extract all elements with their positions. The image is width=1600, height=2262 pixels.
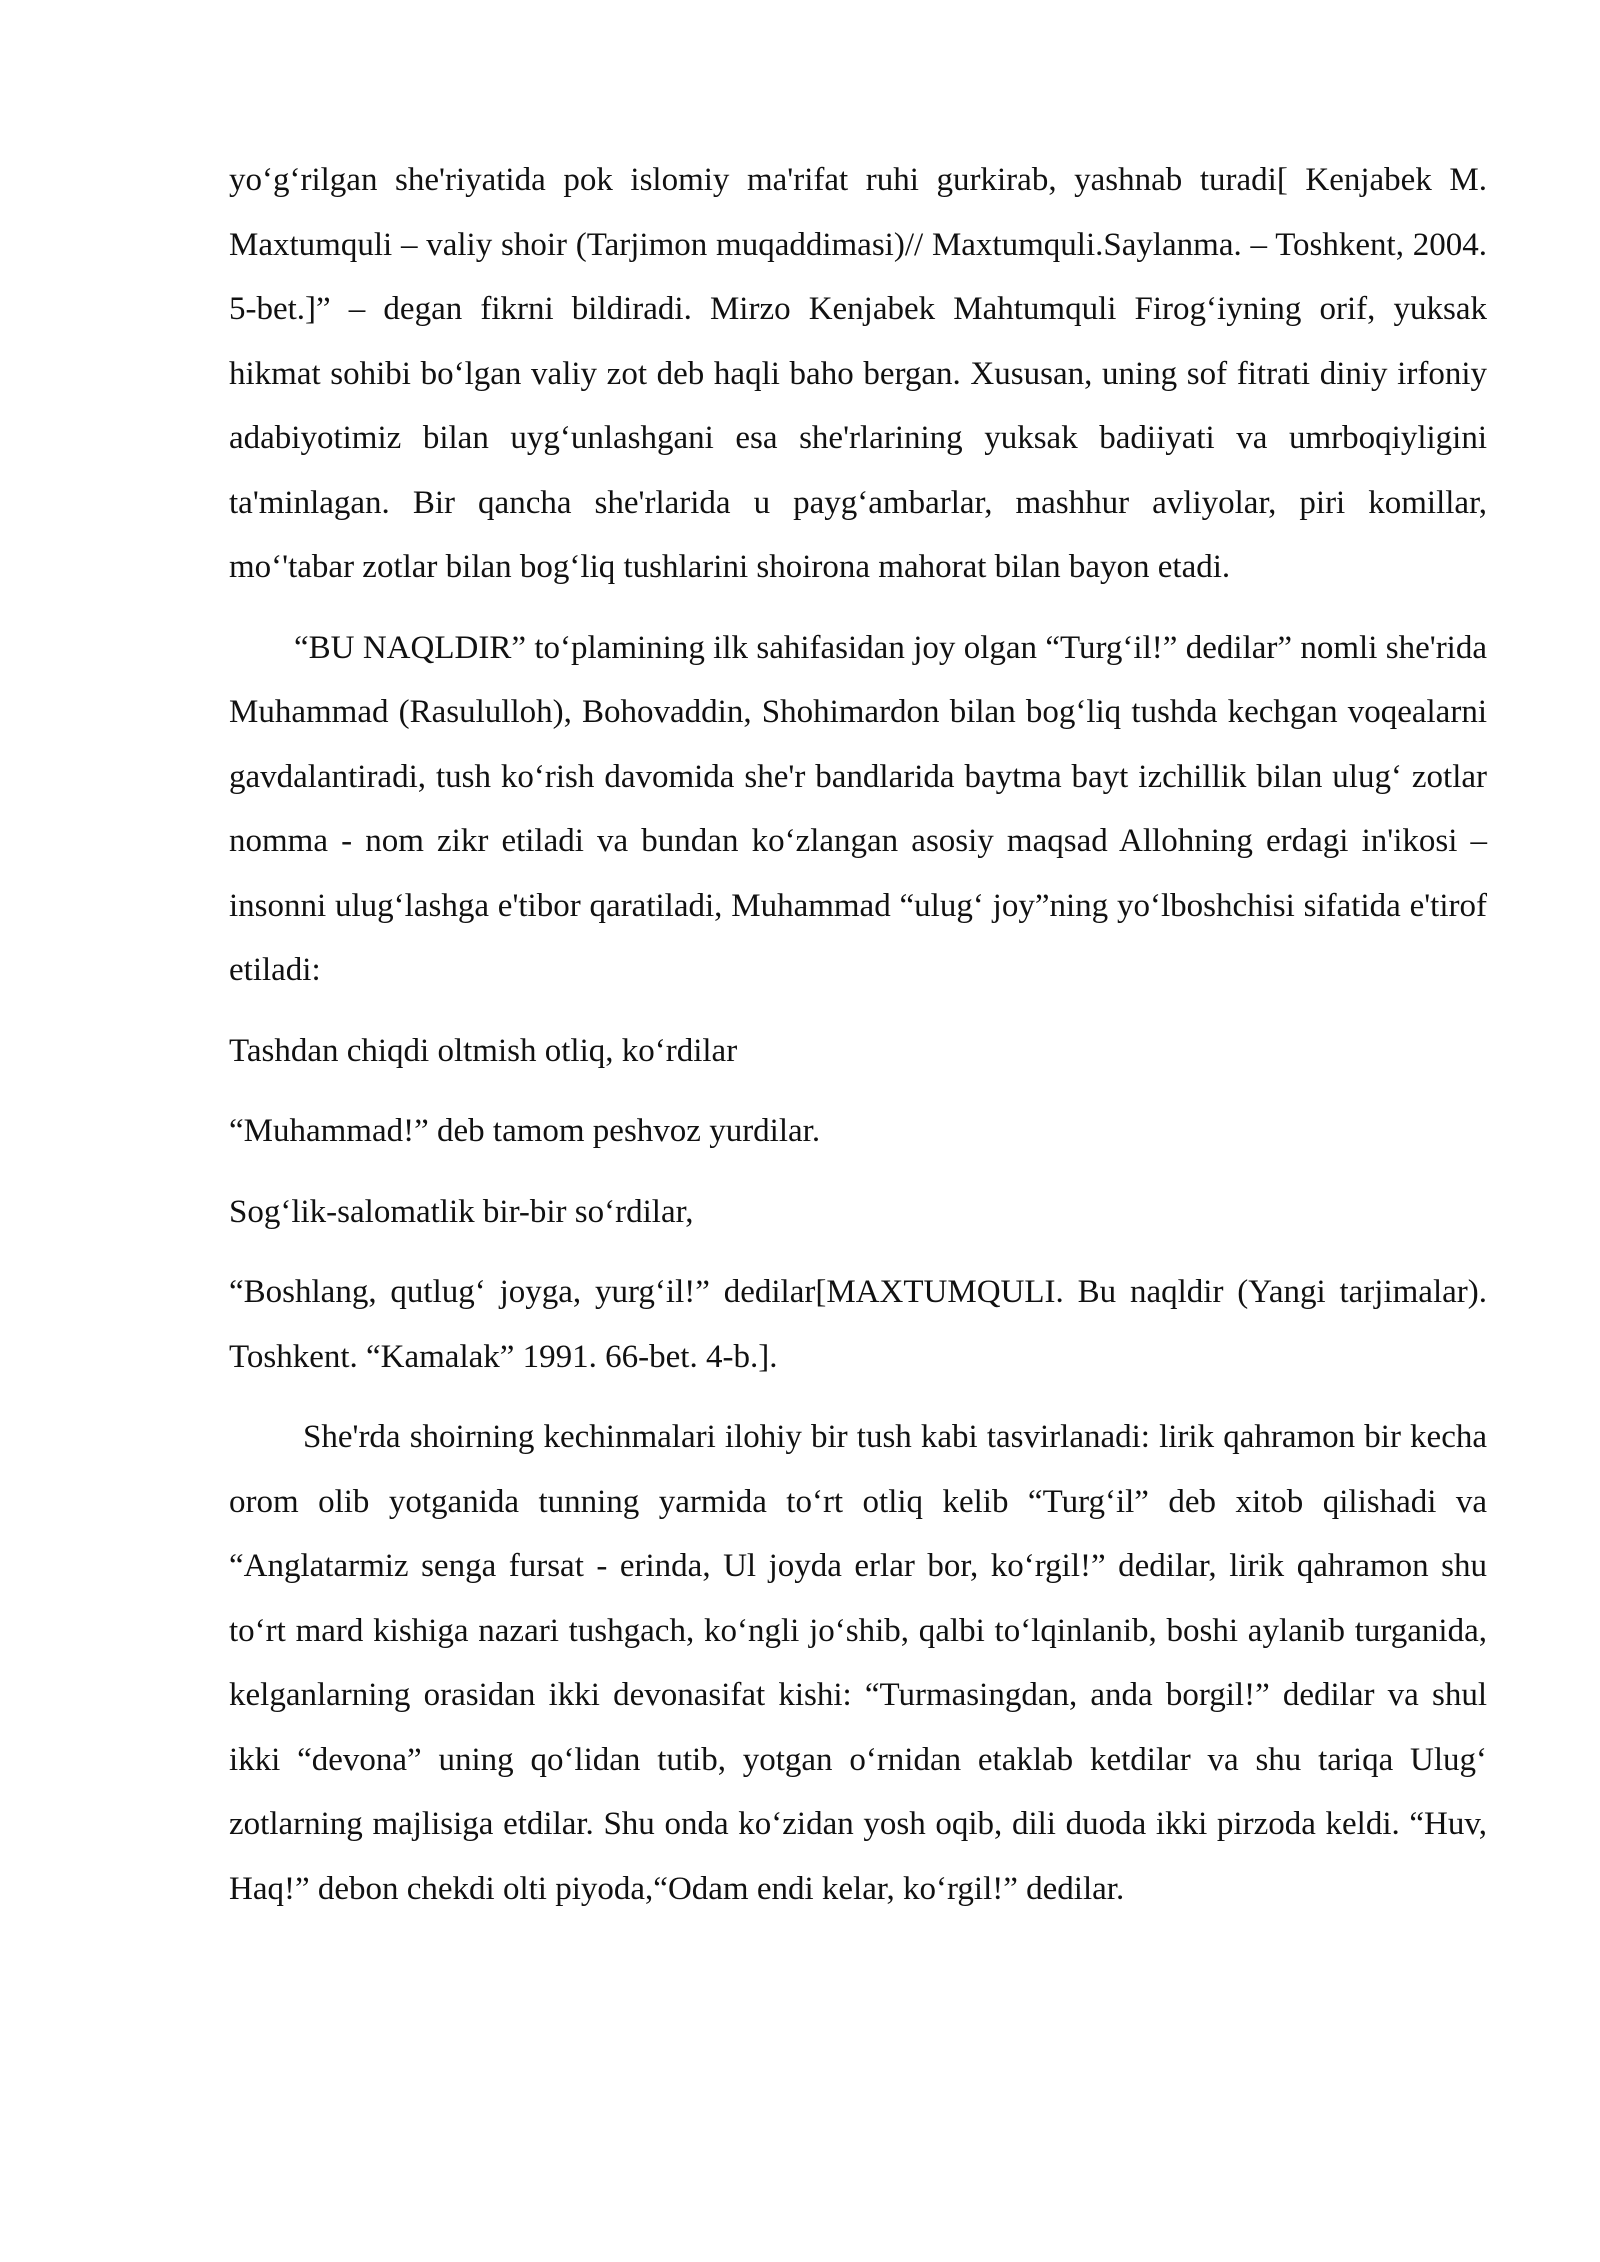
verse-line: Tashdan chiqdi oltmish otliq, ko‘rdilar <box>229 1032 738 1069</box>
paragraph-bu-naqldir: “BU NAQLDIR” to‘plamining ilk sahifasidan joy olgan “Turg‘il!” dedilar” nomli she'rida Muhammad (Rasululloh), Bohovaddin, Shohimardon bilan bog‘liq tushda kechgan voqealarni gavdalantiradi, tush ko‘rish davomida she'r bandlarida baytma bayt izchillik bilan ulug‘ zotlar nomma - nom zikr etiladi va bundan ko‘zlangan asosiy maqsad Allohning erdagi in'ikosi – insonni ulug‘lashga e'tibor qaratiladi, Muhammad “ulug‘ joy”ning yo‘lboshchisi sifatida e'tirof etiladi: <box>229 629 1487 988</box>
document-body <box>229 148 1487 1921</box>
verse-line-with-citation: “Boshlang, qutlug‘ joyga, yurg‘il!” dedilar[MAXTUMQULI. Bu naqldir (Yangi tarjimalar). Toshkent. “Kamalak” 1991. 66-bet. 4-b.]. <box>229 1274 1487 1375</box>
verse-line: “Muhammad!” deb tamom peshvoz yurdilar. <box>229 1113 821 1149</box>
verse-block <box>229 1019 1487 1390</box>
paragraph-opening: yo‘g‘rilgan she'riyatida pok islomiy ma'rifat ruhi gurkirab, yashnab turadi[ Kenjabek M. Maxtumquli – valiy shoir (Tarjimon muqaddimasi)// Maxtumquli.Saylanma. – Toshkent, 2004. 5-bet.]” – degan fikrni bildiradi. Mirzo Kenjabek Mahtumquli Firog‘iyning orif, yuksak hikmat sohibi bo‘lgan valiy zot deb haqli baho bergan. Xususan, uning sof fitrati diniy irfoniy adabiyotimiz bilan uyg‘unlashgani esa she'rlarining yuksak badiiyati va umrboqiyligini ta'minlagan. Bir qancha she'rlarida u payg‘ambarlar, mashhur avliyolar, piri komillar, mo‘'tabar zotlar bilan bog‘liq tushlarini shoirona mahorat bilan bayon etadi. <box>229 162 1487 585</box>
paragraph-closing: She'rda shoirning kechinmalari ilohiy bir tush kabi tasvirlanadi: lirik qahramon bir kecha orom olib yotganida tunning yarmida to‘rt otliq kelib “Turg‘il” deb xitob qilishadi va “Anglatarmiz senga fursat - erinda, Ul joyda erlar bor, ko‘rgil!” dedilar, lirik qahramon shu to‘rt mard kishiga nazari tushgach, ko‘ngli jo‘shib, qalbi to‘lqinlanib, boshi aylanib turganida, kelganlarning orasidan ikki devonasifat kishi: “Turmasingdan, anda borgil!” dedilar va shul ikki “devona” uning qo‘lidan tutib, yotgan o‘rnidan etaklab ketdilar va shu tariqa Ulug‘ zotlarning majlisiga etdilar. Shu onda ko‘zidan yosh oqib, dili duoda ikki pirzoda keldi. “Huv, Haq!” debon chekdi olti piyoda,“Odam endi kelar, ko‘rgil!” dedilar. <box>229 1419 1487 1907</box>
verse-line: Sog‘lik-salomatlik bir-bir so‘rdilar, <box>229 1193 694 1230</box>
